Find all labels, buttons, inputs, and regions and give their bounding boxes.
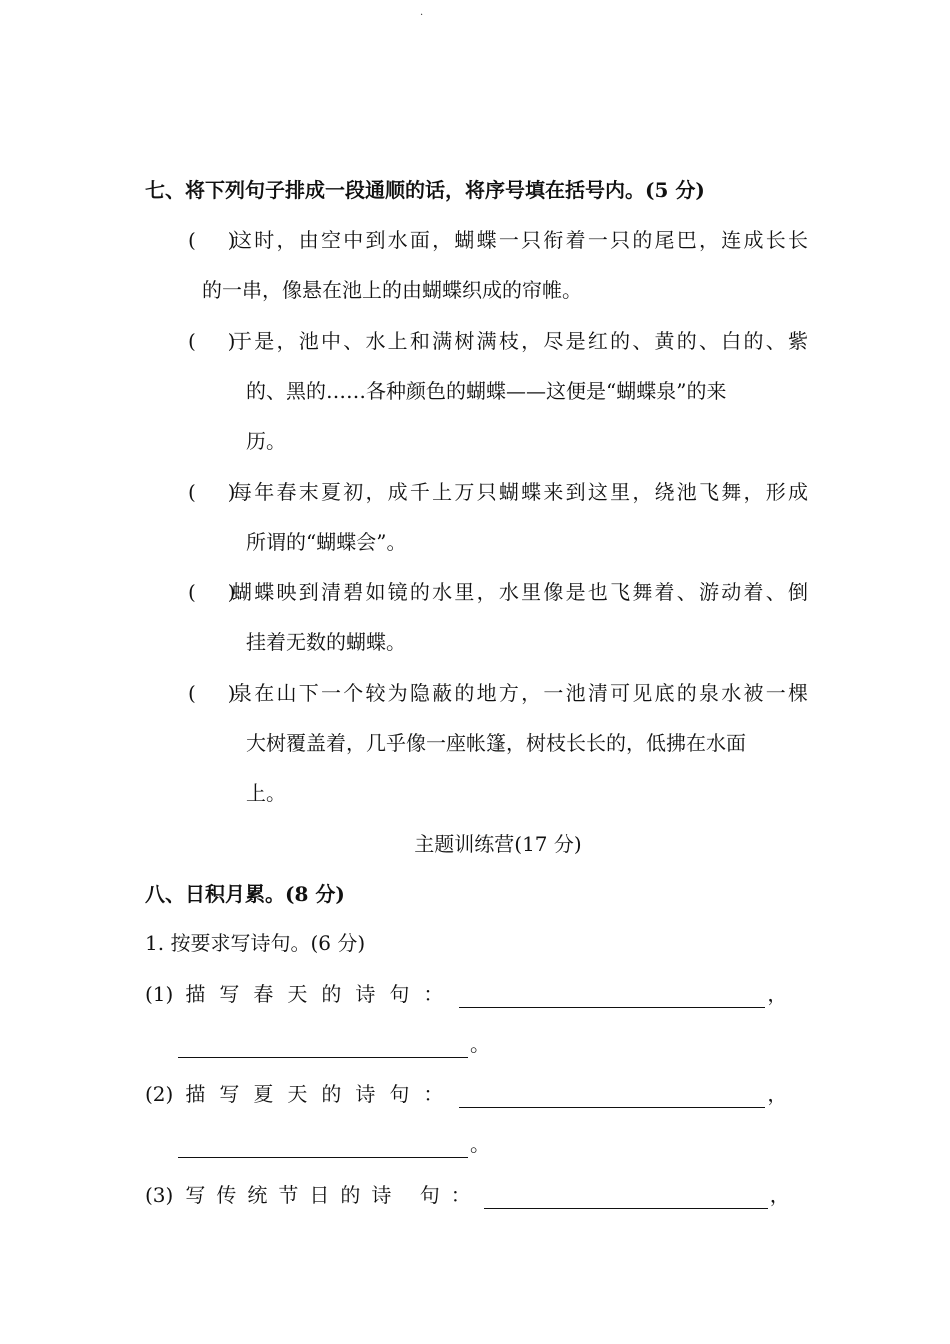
answer-line <box>178 1130 490 1158</box>
answer-paren[interactable]: ( ) <box>188 228 236 252</box>
period: 。 <box>470 1032 490 1056</box>
item-line: 大树覆盖着，几乎像一座帐篷，树枝长长的，低拂在水面 <box>246 731 746 755</box>
question-number: (1) <box>145 982 174 1006</box>
item-line: 蝴蝶映到清碧如镜的水里，水里像是也飞舞着、游动着、倒 <box>232 580 808 604</box>
poem-question-festival <box>145 1181 790 1209</box>
poem-question-spring <box>145 980 787 1008</box>
answer-paren[interactable]: ( ) <box>188 329 236 353</box>
list-item <box>188 668 808 818</box>
item-line: 泉在山下一个较为隐蔽的地方，一池清可见底的泉水被一棵 <box>232 681 808 705</box>
poem-question-summer <box>145 1080 787 1108</box>
answer-paren[interactable]: ( ) <box>188 480 236 504</box>
answer-blank[interactable] <box>178 1035 468 1058</box>
comma: ， <box>767 1082 788 1106</box>
item-line: 挂着无数的蝴蝶。 <box>246 630 406 654</box>
answer-blank[interactable] <box>459 985 765 1008</box>
section8-title: 八、日积月累。(8 分) <box>145 882 345 906</box>
item-line: 于是，池中、水上和满树满枝，尽是红的、黄的、白的、紫 <box>232 329 808 353</box>
comma: ， <box>769 1183 790 1207</box>
item-line: 所谓的“蝴蝶会”。 <box>246 530 407 554</box>
question-number: (3) <box>145 1183 174 1207</box>
question-label: 写传统节日的诗 句： <box>185 1183 482 1207</box>
header-dot: . <box>420 7 424 18</box>
item-line: 的一串，像悬在池上的由蝴蝶织成的帘帷。 <box>202 278 582 302</box>
answer-line <box>178 1030 490 1058</box>
list-item <box>188 567 808 667</box>
item-line: 每年春末夏初，成千上万只蝴蝶来到这里，绕池飞舞，形成 <box>232 480 808 504</box>
answer-blank[interactable] <box>178 1135 468 1158</box>
answer-paren[interactable]: ( ) <box>188 681 236 705</box>
item-line: 上。 <box>246 781 286 805</box>
question-label: 描写夏天的诗句： <box>185 1082 458 1106</box>
item-line: 历。 <box>246 429 286 453</box>
item-line: 的、黑的……各种颜色的蝴蝶——这便是“蝴蝶泉”的来 <box>246 379 727 403</box>
item-line: 这时，由空中到水面，蝴蝶一只衔着一只的尾巴，连成长长 <box>232 228 808 252</box>
question-number: (2) <box>145 1082 174 1106</box>
question-1: 1. 按要求写诗句。(6 分) <box>145 931 366 955</box>
question-label: 描写春天的诗句： <box>185 982 458 1006</box>
answer-blank[interactable] <box>484 1186 768 1209</box>
period: 。 <box>470 1132 490 1156</box>
section-heading: 主题训练营(17 分) <box>414 832 582 856</box>
answer-paren[interactable]: ( ) <box>188 580 236 604</box>
section7-title: 七、将下列句子排成一段通顺的话，将序号填在括号内。(5 分) <box>145 178 705 202</box>
list-item <box>188 467 808 567</box>
list-item <box>188 316 808 466</box>
answer-blank[interactable] <box>459 1085 765 1108</box>
comma: ， <box>767 982 788 1006</box>
list-item <box>188 215 808 315</box>
